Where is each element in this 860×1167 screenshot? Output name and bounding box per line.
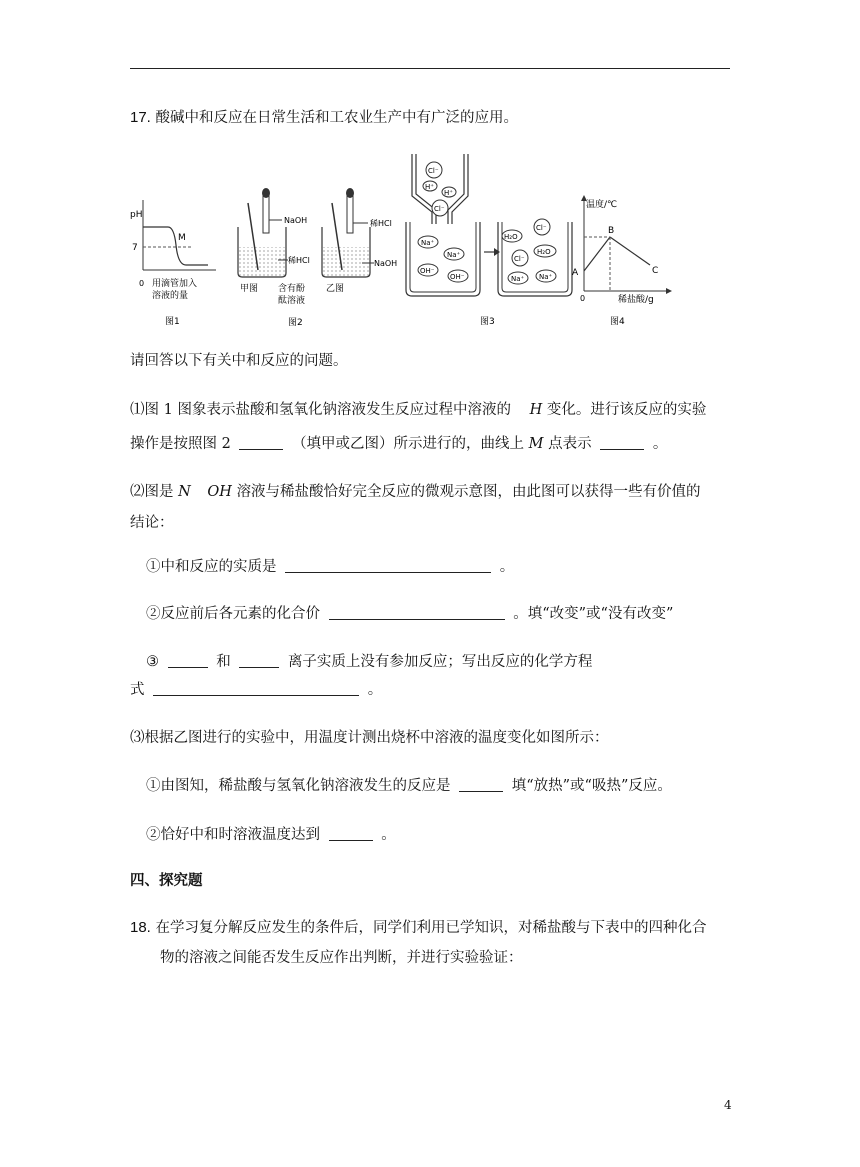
fig1-tick-7: 7	[132, 243, 138, 253]
fig3-h2o-2: H₂O	[537, 248, 551, 256]
fig2-yi-label: 乙图	[326, 284, 345, 294]
figure-3-micro-diagram	[404, 152, 574, 330]
q17-part2-sub2: ②反应前后各元素的化合价 。填“改变”或“没有改变”	[146, 606, 674, 622]
fig1-origin: 0	[139, 279, 145, 288]
fig4-xlabel: 稀盐酸/g	[618, 295, 654, 305]
fig2-caption: 图2	[288, 318, 303, 328]
fig3-ion-na-2: Na⁺	[447, 251, 461, 259]
fig1-caption: 图1	[165, 317, 180, 327]
answer-blank-heat[interactable]	[459, 777, 503, 792]
q17-part1-line1: ⑴图 1 图象表示盐酸和氢氧化钠溶液发生反应过程中溶液的 H 变化。进行该反应的实验	[130, 402, 707, 418]
answer-blank-essence[interactable]	[285, 558, 491, 573]
fig2-naoh-label: NaOH	[284, 216, 308, 225]
q17-part2-sub3: ③ 和 离子实质上没有参加反应；写出反应的化学方程	[146, 654, 593, 670]
q17-part3-line1: ⑶根据乙图进行的实验中，用温度计测出烧杯中溶液的温度变化如图所示：	[130, 730, 609, 746]
fig4-ylabel: 温度/℃	[586, 200, 618, 210]
fig3-ion-cl-2: Cl⁻	[434, 205, 445, 213]
fig3-ion-h-1: H⁺	[425, 183, 434, 191]
fig3-ion-na-1: Na⁺	[421, 239, 435, 247]
answer-blank-point-m[interactable]	[600, 435, 644, 450]
figure-2-beakers	[230, 185, 405, 330]
fig4-point-c: C	[652, 266, 659, 276]
fig3-caption: 图3	[480, 317, 495, 327]
answer-blank-ion-1[interactable]	[168, 653, 208, 668]
question-18-line2: 物的溶液之间能否发生反应作出判断，并进行实验验证：	[160, 950, 523, 966]
fig3-ion-oh-1: OH⁻	[420, 267, 435, 275]
figure-4-temperature-curve	[568, 195, 678, 330]
question-number: 17.	[130, 109, 151, 126]
fig2-indicator-1: 含有酚	[278, 284, 306, 294]
header-rule	[130, 68, 730, 69]
fig1-xlabel-1: 用滴管加入	[152, 279, 198, 289]
fig1-point-m: M	[178, 233, 186, 243]
q17-part3-sub1: ①由图知，稀盐酸与氢氧化钠溶液发生的反应是 填“放热”或“吸热”反应。	[146, 778, 672, 794]
fig3-ion-cl-1: Cl⁻	[428, 167, 439, 175]
q17-part3-sub2: ②恰好中和时溶液温度达到 。	[146, 827, 396, 843]
q17-part2-sub3-line2: 式 。	[130, 682, 383, 698]
fig4-caption: 图4	[610, 317, 625, 327]
answer-blank-equation[interactable]	[153, 681, 359, 696]
q17-part2-line1: ⑵图是 N OH 溶液与稀盐酸恰好完全反应的微观示意图，由此图可以获得一些有价值的	[130, 484, 701, 500]
fig2-hcl-label: 稀HCl	[288, 256, 310, 265]
section-heading: 四、探究题	[130, 872, 203, 889]
q17-part1-line2: 操作是按照图 2 （填甲或乙图）所示进行的，曲线上 M 点表示 。	[130, 436, 668, 452]
q17-part2-sub1: ①中和反应的实质是 。	[146, 559, 515, 575]
question-number: 18.	[130, 919, 151, 936]
question-17-stem	[130, 108, 518, 128]
fig4-origin: 0	[580, 294, 586, 303]
answer-blank-temperature[interactable]	[329, 826, 373, 841]
question-18-line1: 18. 在学习复分解反应发生的条件后，同学们利用已学知识，对稀盐酸与下表中的四种化合	[130, 919, 707, 936]
figure-1-ph-curve	[128, 195, 220, 330]
ph-symbol: H	[529, 402, 543, 418]
fig3-ion-cl-4: Cl⁻	[514, 255, 525, 263]
fig2-naoh-label-2: NaOH	[374, 259, 398, 268]
fig2-indicator-2: 酞溶液	[278, 296, 306, 306]
fig3-ion-na-3: Na⁺	[511, 275, 525, 283]
fig2-jia-label: 甲图	[240, 284, 259, 294]
fig2-hcl-label-2: 稀HCl	[370, 219, 392, 228]
fig4-point-a: A	[572, 268, 579, 278]
page-number: 4	[724, 1098, 732, 1112]
fig1-ylabel: pH	[130, 210, 143, 220]
answer-blank-valence[interactable]	[329, 605, 505, 620]
fig4-point-b: B	[608, 226, 615, 236]
q17-part2-line2: 结论：	[130, 515, 174, 531]
q17-prompt: 请回答以下有关中和反应的问题。	[130, 353, 348, 369]
fig1-xlabel-2: 溶液的量	[152, 291, 189, 301]
answer-blank-figure[interactable]	[239, 435, 283, 450]
fig3-h2o-1: H₂O	[504, 233, 518, 241]
fig3-ion-na-4: Na⁺	[539, 273, 553, 281]
question-text: 酸碱中和反应在日常生活和工农业生产中有广泛的应用。	[155, 110, 518, 126]
fig3-ion-cl-3: Cl⁻	[536, 224, 547, 232]
fig3-ion-h-2: H⁺	[444, 189, 453, 197]
fig3-ion-oh-2: OH⁻	[450, 273, 465, 281]
answer-blank-ion-2[interactable]	[239, 653, 279, 668]
